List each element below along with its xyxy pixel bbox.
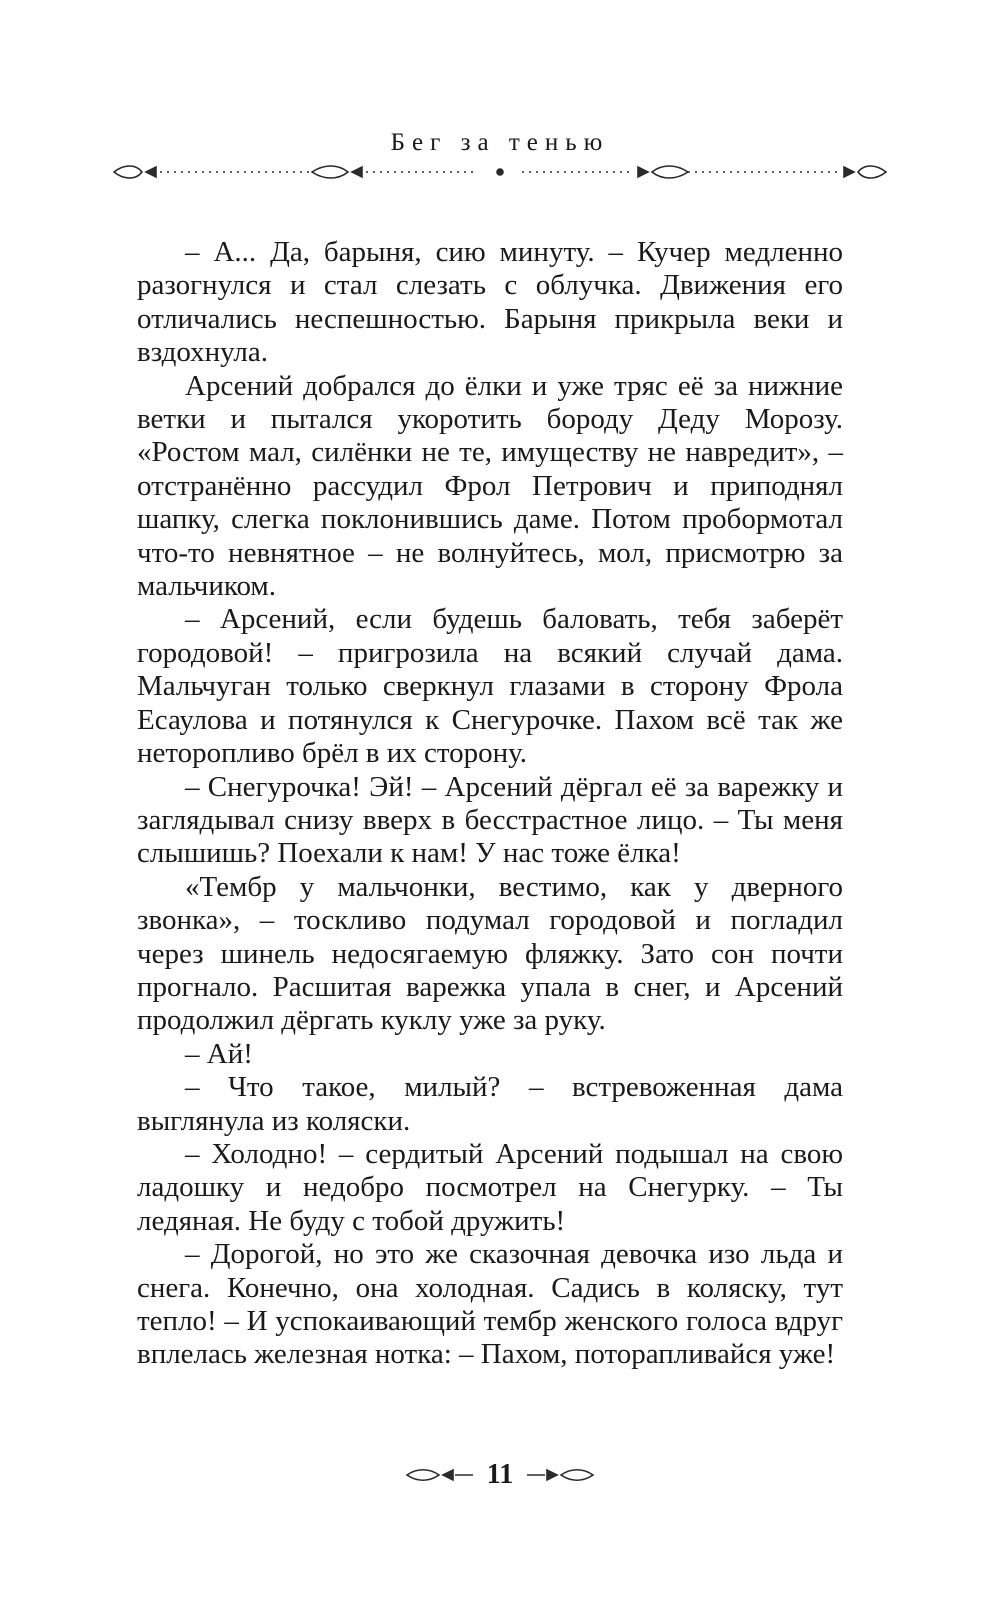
paragraph-2: Арсений добрался до ёлки и уже тряс её за нижние ветки и пытался укоротить бороду Деду Морозу. «Ростом мал, силёнки не те, имуществу не навредит», – отстранённо рассудил Фрол Петрович и приподнял шапку, слегка поклонившись даме. Потом пробормотал что-то невнятное – не волнуйтесь, мол, присмотрю за мальчиком. (137, 369, 843, 603)
paragraph-1: – А... Да, барыня, сию минуту. – Кучер медленно разогнулся и стал слезать с облучка. Движения его отличались неспешностью. Барыня прикрыла веки и вздохнула. (137, 236, 843, 369)
paragraph-4: – Снегурочка! Эй! – Арсений дёргал её за варежку и заглядывал снизу вверх в бесстрастное лицо. – Ты меня слышишь? Поехали к нам! У нас тоже ёлка! (137, 770, 843, 870)
paragraph-7: – Что такое, милый? – встревоженная дама выглянула из коляски. (137, 1071, 843, 1137)
page-number: 11 (486, 1459, 514, 1490)
page-footer (0, 1460, 1000, 1490)
paragraph-8: – Холодно! – сердитый Арсений подышал на свою ладошку и недобро посмотрел на Снегурку. – Ты ледяная. Не буду с тобой дружить! (137, 1137, 843, 1237)
paragraph-3: – Арсений, если будешь баловать, тебя заберёт городовой! – пригрозила на всякий случай дама. Мальчуган только сверкнул глазами в сторону Фрола Есаулова и потянулся к Снегурочке. Пахом всё так же неторопливо брёл в их сторону. (137, 603, 843, 770)
header-ornament-rule (112, 160, 888, 184)
running-title: Бег за тенью (390, 129, 610, 156)
paragraph-9: – Дорогой, но это же сказочная девочка изо льда и снега. Конечно, она холодная. Садись в коляску, тут тепло! – И успокаивающий тембр женского голоса вдруг вплелась железная нотка: – Пахом, поторапливайся уже! (137, 1238, 843, 1371)
footer-ornament-right (525, 1467, 595, 1483)
paragraph-6: – Ай! (185, 1037, 253, 1070)
page-body-text (137, 236, 843, 1372)
footer-ornament-left (405, 1467, 475, 1483)
paragraph-5: «Тембр у мальчонки, вестимо, как у дверного звонка», – тоскливо подумал городовой и погладил через шинель недосягаемую фляжку. Зато сон почти прогнало. Расшитая варежка упала в снег, и Арсений продолжил дёргать куклу уже за руку. (137, 870, 843, 1037)
